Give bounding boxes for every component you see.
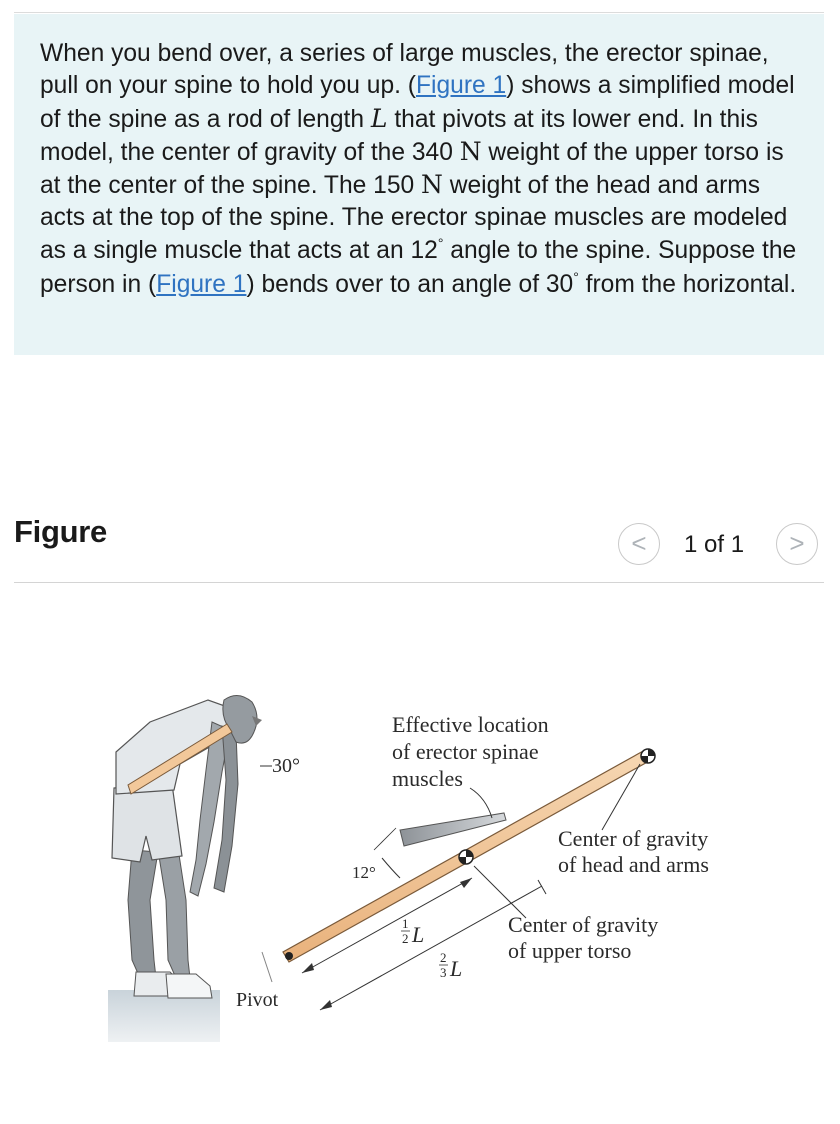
svg-text:2: 2 (440, 950, 447, 965)
svg-text:L: L (412, 922, 425, 947)
figure-link[interactable]: Figure 1 (415, 72, 507, 100)
pivot-label: Pivot (236, 989, 279, 1011)
erector-label-line2: of erector spinae (392, 739, 539, 764)
head-cog-marker (641, 749, 655, 763)
problem-statement-box (14, 14, 824, 355)
two-thirds-length-label (439, 950, 462, 981)
length-symbol: L (370, 103, 388, 133)
angle-12-label: 12° (352, 863, 376, 882)
svg-text:L: L (450, 956, 463, 981)
problem-text: When you bend over, a series of large muscles, the erector spinae, pull on your spine to hold you up. (Figure 1) shows a simplified model of the spine as a rod of length L that pivots at its lower end. In this model, the center of gravity of the 340 N weight of the upper torso is at the center of the spine. The 150 N weight of the head and arms acts at the top of the spine. The erector spinae muscles are modeled as a single muscle that acts at an 12° angle to the spine. Suppose the person in (Figure 1) bends over to an angle of 30° from the horizontal. (40, 40, 797, 299)
spine-model-figure (0, 660, 840, 1060)
chevron-right-icon: > (789, 528, 805, 558)
head-cog-label-line2: of head and arms (558, 852, 709, 877)
torso-cog-label-line1: Center of gravity (508, 912, 659, 937)
figure-pager (612, 523, 824, 567)
erector-label-line3: muscles (392, 766, 463, 791)
top-divider (14, 12, 824, 13)
torso-cog-label-line2: of upper torso (508, 938, 632, 963)
half-length-label (401, 916, 424, 947)
figure-divider (14, 582, 824, 583)
svg-text:1: 1 (402, 916, 409, 931)
figure-link[interactable]: Figure 1 (156, 271, 247, 299)
chevron-left-icon: < (631, 528, 647, 558)
erector-label-line1: Effective location (392, 712, 549, 737)
torso-cog-marker (459, 850, 473, 864)
svg-text:3: 3 (440, 965, 447, 980)
next-figure-button[interactable] (776, 523, 818, 565)
angle-30-label: 30° (272, 755, 300, 777)
head-cog-label-line1: Center of gravity (558, 826, 709, 851)
figure-page-count: 1 of 1 (684, 531, 745, 558)
previous-figure-button[interactable] (618, 523, 660, 565)
pivot-point (285, 952, 293, 960)
svg-text:2: 2 (402, 931, 409, 946)
half-length-dimension (302, 878, 472, 973)
figure-heading: Figure (14, 514, 107, 549)
